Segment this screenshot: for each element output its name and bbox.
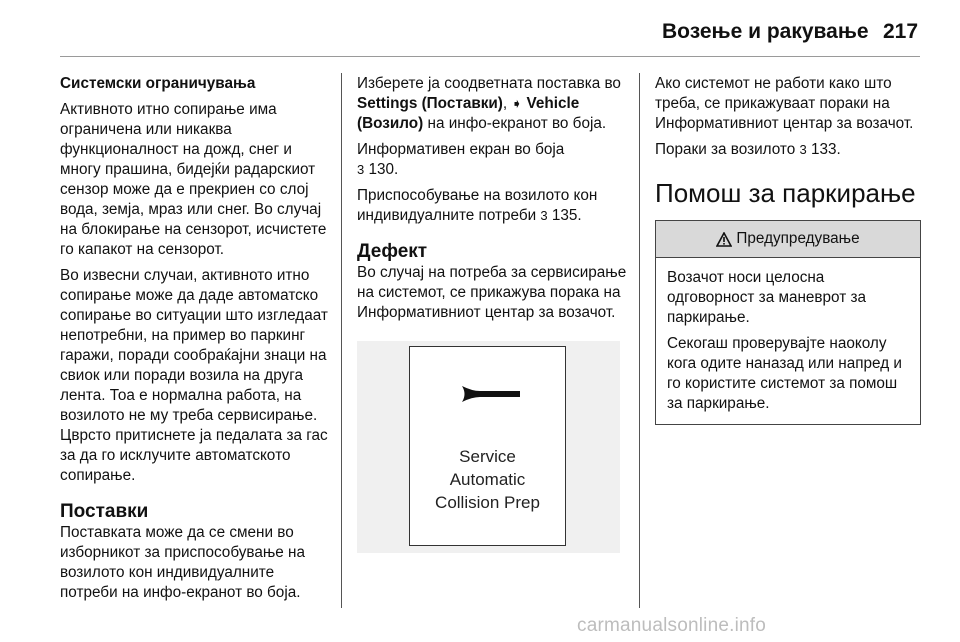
warning-box bbox=[655, 220, 921, 425]
text-fragment: Приспособување на возилото кон индивидуалните потреби bbox=[357, 187, 598, 224]
paragraph-not-working: Ако системот не работи како што треба, се прикажуваат пораки на Информативниот центар за возачот. bbox=[655, 75, 914, 132]
warning-paragraph-1: Возачот носи целосна одговорност за маневрот за паркирање. bbox=[667, 269, 867, 326]
paragraph-vehicle-messages-ref bbox=[655, 140, 923, 160]
text-fragment: , bbox=[502, 95, 512, 112]
page-ref-number: 135. bbox=[547, 207, 582, 224]
paragraph-personalization-ref bbox=[357, 186, 633, 226]
paragraph-limits-2: Во извесни случаи, активното итно сопирање може да даде автоматско сопирање во ситуации што изгледаат непотребни, на пример во паркинг гаражи, поради сообраќајни знаци на свиок или поради возила на друга лента. Тоа е нормална работа, на возилото не му треба сервисирање. Цврсто притиснете ја педалата за гас за да го исклучите автоматскoто сопирање. bbox=[60, 267, 328, 484]
column-divider-1 bbox=[341, 73, 342, 608]
paragraph-fault: Во случај на потреба за сервисирање на системот, се прикажува порака на Информативниот центар за возачот. bbox=[357, 264, 627, 321]
paragraph-limits-1: Активното итно сопирање има ограничена или никаква функционалност на дожд, снег и многу прашина, бидејќи радарскиот сензор може да е прекриен со слој вода, земја, мраз или снег. Во случај на блокирање на сензорот, исчистете го капакот на сензорот. bbox=[60, 101, 327, 258]
column-3 bbox=[655, 74, 923, 425]
text-fragment: Изберете ја соодветната поставка во bbox=[357, 75, 621, 92]
warning-title bbox=[656, 221, 920, 258]
section-heading-system-limits: Системски ограничувања bbox=[60, 75, 256, 92]
page-number: 217 bbox=[883, 20, 919, 43]
column-2 bbox=[357, 74, 633, 553]
page-ref-number: 133. bbox=[806, 141, 841, 158]
page-ref-icon: 3 bbox=[799, 142, 807, 157]
wrench-icon bbox=[458, 383, 522, 405]
header-title: Возење и ракување bbox=[662, 20, 869, 43]
text-fragment: Информативен екран во боја bbox=[357, 141, 565, 158]
dic-line-3: Collision Prep bbox=[435, 493, 540, 512]
menu-path-vehicle: Vehicle (Возило) bbox=[357, 95, 580, 132]
dic-line-1: Service bbox=[459, 447, 516, 466]
page-ref-number: 130. bbox=[364, 161, 399, 178]
warning-body bbox=[656, 258, 920, 424]
paragraph-settings: Поставката може да се смени во изборникот за приспособување на возилото кон индивидуалните потреби на инфо-екранот во боја. bbox=[60, 524, 305, 601]
arrow-icon: ➧ bbox=[511, 96, 523, 111]
watermark: carmanualsonline.info bbox=[577, 615, 767, 636]
paragraph-select-setting bbox=[357, 74, 633, 134]
text-fragment: Пораки за возилото bbox=[655, 141, 800, 158]
header-divider bbox=[60, 56, 920, 57]
dic-line-2: Automatic bbox=[449, 470, 526, 489]
section-heading-parking-assist: Помош за паркирање bbox=[655, 178, 916, 208]
section-heading-settings: Поставки bbox=[60, 501, 149, 522]
dic-message-text bbox=[410, 445, 565, 514]
column-divider-2 bbox=[639, 73, 640, 608]
page-ref-icon: 3 bbox=[540, 208, 548, 223]
text-fragment: на инфо-екранот во боја. bbox=[423, 115, 607, 132]
dic-display bbox=[409, 346, 566, 546]
dic-message-figure bbox=[357, 341, 620, 553]
page-ref-icon: 3 bbox=[357, 162, 365, 177]
warning-triangle-icon bbox=[716, 232, 732, 247]
section-heading-fault: Дефект bbox=[357, 241, 428, 262]
menu-path-settings: Settings (Поставки) bbox=[357, 95, 503, 112]
warning-paragraph-2: Секогаш проверувајте наоколу кога одите наназад или напред и го користите системот за помош за паркирање. bbox=[667, 335, 902, 412]
warning-title-text: Предупредување bbox=[736, 230, 860, 247]
column-1 bbox=[60, 74, 334, 609]
paragraph-info-display-ref bbox=[357, 140, 633, 180]
